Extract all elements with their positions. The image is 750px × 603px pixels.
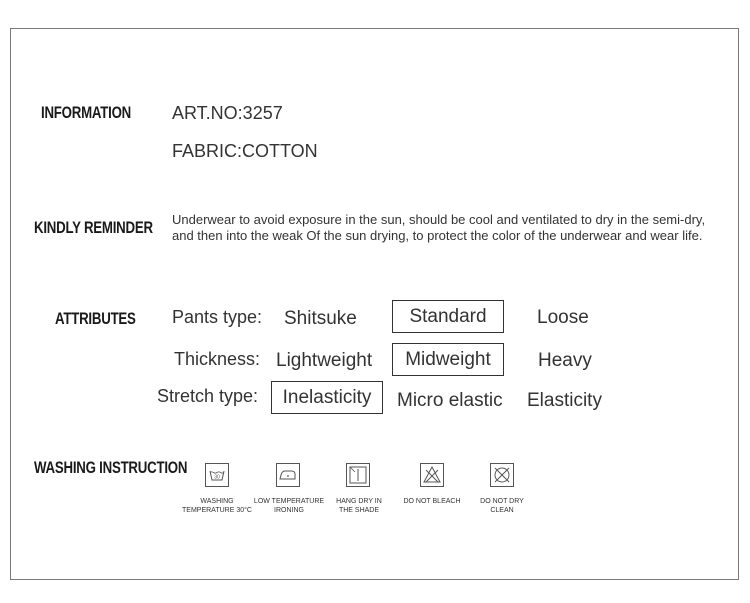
wash-label-temperature-line2: TEMPERATURE 30°C: [182, 507, 252, 514]
thickness-option-lightweight: Lightweight: [276, 350, 373, 371]
wash-label-no-dry-clean: [460, 497, 544, 515]
hang-dry-shade-icon: [346, 463, 370, 487]
stretch-type-option-micro-elastic: Micro elastic: [397, 390, 503, 411]
attributes-heading: ATTRIBUTES: [55, 309, 136, 328]
wash-label-no-dry-clean-line1: DO NOT DRY: [480, 498, 524, 505]
reminder-line-1: Underwear to avoid exposure in the sun, should be cool and ventilated to dry in the semi-dry,: [172, 212, 706, 227]
wash-label-hang-dry: [317, 497, 401, 515]
wash-label-ironing-line1: LOW TEMPERATURE: [253, 498, 325, 505]
wash-label-ironing-line2: IRONING: [274, 507, 304, 514]
stretch-type-option-inelasticity-selected: Inelasticity: [271, 381, 383, 414]
wash-label-hang-dry-line2: THE SHADE: [338, 507, 380, 514]
wash-label-temperature-line1: WASHING: [200, 498, 234, 505]
art-number: ART.NO:3257: [172, 103, 283, 123]
svg-text:30: 30: [214, 474, 220, 481]
reminder-heading: KINDLY REMINDER: [34, 218, 153, 237]
reminder-line-2: and then into the weak Of the sun drying, to protect the color of the underwear and wear life.: [172, 228, 703, 243]
thickness-label: Thickness:: [174, 349, 261, 369]
information-heading: INFORMATION: [41, 103, 131, 122]
iron-low-icon: [276, 463, 300, 487]
wash-label-no-dry-clean-line2: CLEAN: [490, 507, 514, 514]
pants-type-label: Pants type:: [172, 307, 263, 327]
wash-tub-30-icon: [205, 463, 229, 487]
wash-label-no-bleach-line1: DO NOT BLEACH: [403, 498, 461, 505]
stretch-type-label: Stretch type:: [157, 386, 259, 406]
thickness-option-midweight-selected: Midweight: [392, 343, 504, 376]
pants-type-option-loose: Loose: [537, 307, 589, 328]
no-bleach-icon: [420, 463, 444, 487]
fabric: FABRIC:COTTON: [172, 141, 318, 161]
pants-type-option-standard-selected: Standard: [392, 300, 504, 333]
stretch-type-option-elasticity: Elasticity: [527, 390, 602, 411]
pants-type-option-shitsuke: Shitsuke: [284, 308, 357, 329]
thickness-option-heavy: Heavy: [538, 350, 592, 371]
washing-heading: WASHING INSTRUCTION: [34, 458, 188, 477]
wash-label-hang-dry-line1: HANG DRY IN: [336, 498, 382, 505]
no-dry-clean-icon: [490, 463, 514, 487]
